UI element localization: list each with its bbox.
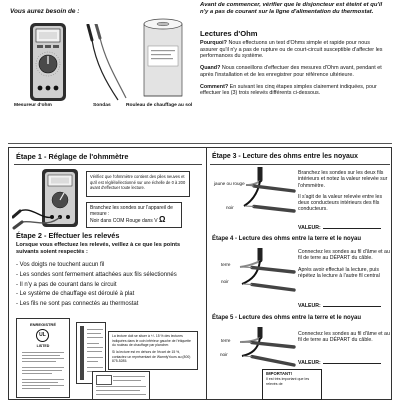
fine-print-line bbox=[87, 367, 103, 368]
tolerance-note bbox=[108, 331, 198, 370]
step4-instruction: Connectez les sondes au fil d'âme et au fil de terre au DÉPART du câble. bbox=[298, 249, 390, 262]
section-divider bbox=[8, 143, 392, 144]
fine-print-line bbox=[22, 370, 62, 371]
reading-checklist bbox=[16, 261, 177, 310]
fine-print-line bbox=[22, 388, 50, 389]
value-label: VALEUR: bbox=[298, 360, 321, 366]
heating-roll-icon bbox=[136, 16, 190, 100]
fine-print-line bbox=[22, 373, 52, 374]
tool-label-probes: Sondas bbox=[93, 103, 111, 108]
safety-warning: Avant de commencer, vérifier que le disjoncteur est éteint et qu'il n'y a pas de courant sur la ligne d'alimentation du thermostat. bbox=[200, 2, 383, 15]
ground-core-probe-icon bbox=[212, 327, 296, 367]
step2-title: Étape 2 - Effectuer les relevés bbox=[16, 231, 120, 240]
fine-print-line bbox=[87, 361, 98, 362]
when-paragraph bbox=[200, 65, 388, 78]
step3-instruction: Branchez les sondes sur les deux fils intérieurs et notez la valeur relevée sur l'ohmmètre. bbox=[298, 170, 388, 189]
column-divider bbox=[206, 147, 207, 400]
ground-core-probe-icon bbox=[212, 248, 296, 292]
step3-value-field bbox=[298, 224, 381, 231]
fine-print-line bbox=[22, 361, 56, 362]
core-wires-probe-icon bbox=[212, 167, 296, 213]
step5-instructions bbox=[298, 331, 390, 349]
fine-print-line bbox=[87, 329, 103, 330]
how-paragraph bbox=[200, 84, 388, 97]
value-label: VALEUR: bbox=[298, 303, 321, 309]
label-band bbox=[80, 326, 84, 380]
probe-connection-text: Branchez les sondes sur l'appareil de mesure : bbox=[90, 205, 173, 218]
fine-print-line bbox=[96, 390, 140, 391]
tolerance-range-text: La lecture doit se situer à +/- 15 % des lectures indiquées dans le coin inférieur gauche de l'étiquette du rouleau de chauffage par plancher. bbox=[112, 334, 191, 348]
tool-label-heating-roll: Rouleau de chauffage au sol bbox=[126, 103, 193, 108]
why-lead: Pourquoi? bbox=[200, 40, 227, 46]
ohm-symbol: Ω bbox=[158, 215, 166, 225]
step3-title: Étape 3 - Lecture des ohms entre les noyaux bbox=[212, 153, 358, 160]
step3-detail: Il s'agit de la valeur relevée entre les deux conducteurs intérieurs des fils conducteurs. bbox=[298, 193, 383, 213]
tools-needed-title: Vous aurez besoin de : bbox=[10, 8, 80, 15]
important-notice bbox=[262, 369, 322, 400]
tool-label-ohmmeter: Mesureur d'ohm bbox=[14, 103, 52, 108]
value-blank-line bbox=[323, 359, 381, 364]
when-text: Nous conseillons d'effectuer des mesures d'Ohm avant, pendant et après l'installation et de les enregistrer pour référence ultérieure. bbox=[200, 65, 382, 78]
ohm-readings-title: Lectures d'Ohm bbox=[200, 29, 258, 38]
fine-print-line bbox=[87, 337, 103, 338]
step3-underline bbox=[210, 164, 390, 165]
ul-logo: UL bbox=[36, 329, 49, 342]
registered-text: ENREGISTRÉ bbox=[29, 322, 56, 327]
label-box bbox=[96, 375, 112, 385]
why-text: Nous effectuons un test d'Ohms simple et rapide pour nous assurer qu'il n'y a pas de rupture ou de court-circuit susceptible d'affecter les performances du système. bbox=[200, 40, 383, 59]
fine-print-line bbox=[113, 376, 145, 377]
value-blank-line bbox=[323, 302, 381, 307]
list-item: - Les sondes sont fermement attachées aux fils sélectionnés bbox=[16, 271, 177, 278]
step4-title: Étape 4 - Lecture des ohms entre la terre et le noyau bbox=[212, 236, 362, 242]
list-item: - Les fils ne sont pas connectés au thermostat bbox=[16, 301, 139, 308]
fine-print-line bbox=[113, 380, 141, 381]
fine-print-line bbox=[22, 379, 64, 380]
step4-detail: Après avoir effectué la lecture, puis répétez la lecture à l'autre fil central bbox=[298, 266, 380, 279]
fine-print-line bbox=[96, 394, 146, 395]
probes-icon bbox=[84, 24, 130, 102]
wire-label-black: noir bbox=[220, 352, 228, 357]
listed-text: LISTED bbox=[36, 344, 50, 348]
list-item: - Il n'y a pas de courant dans le circuit bbox=[16, 281, 117, 288]
wire-label-ground: terre bbox=[221, 262, 231, 267]
value-blank-line bbox=[323, 224, 381, 229]
fine-print-line bbox=[22, 355, 60, 356]
wire-label-black: noir bbox=[221, 279, 229, 284]
important-title: IMPORTANT! bbox=[266, 371, 292, 376]
probe-connection-note bbox=[86, 202, 182, 228]
ohm-readings-explanation bbox=[200, 40, 388, 102]
ohmmeter-icon bbox=[20, 22, 76, 102]
fine-print-line bbox=[87, 333, 101, 334]
ohmmeter-setup-icon bbox=[12, 168, 84, 230]
step1-title: Étape 1 - Réglage de l'ohmmètre bbox=[16, 152, 129, 161]
when-lead: Quand? bbox=[200, 65, 221, 71]
wire-label-black: noir bbox=[226, 205, 234, 210]
fine-print-line bbox=[22, 352, 64, 353]
fine-print-line bbox=[22, 367, 64, 368]
step1-underline bbox=[14, 164, 202, 165]
step4-value-field bbox=[298, 302, 381, 309]
fine-print-line bbox=[87, 357, 103, 358]
step5-title: Étape 5 - Lecture des ohms entre la terre et le noyau bbox=[212, 315, 362, 321]
value-label: VALEUR: bbox=[298, 225, 321, 231]
how-lead: Comment? bbox=[200, 83, 229, 90]
fine-print-line bbox=[22, 382, 58, 383]
step5-value-field bbox=[298, 359, 381, 366]
tolerance-contact-text: Si la lecture est en dehors de l'écart de 15 %, contactez un représentant de WarmlyYours au (800) 875-5285. bbox=[112, 350, 191, 364]
how-text: En suivant les cinq étapes simples clairement indiquées, pour effectuer les (3) trois relevés différents ci-dessous. bbox=[200, 83, 377, 96]
fine-print-line bbox=[87, 343, 99, 344]
step2-intro: Lorsque vous effectuez les relevés, veillez à ce que les points suivants soient respectés : bbox=[16, 242, 181, 255]
wire-label-yellow-red: jaune ou rouge bbox=[214, 181, 245, 186]
step3-instructions bbox=[298, 170, 390, 218]
wire-label-ground: terre bbox=[221, 338, 231, 343]
battery-scale-note: Vérifiez que l'ohmmètre contient des piles neuves et qu'il est réglé/sélectionné sur une échelle de 0 à 200 avant d'effectuer toute lecture. bbox=[86, 171, 190, 197]
fine-print-line bbox=[22, 358, 64, 359]
fine-print-line bbox=[22, 385, 64, 386]
step5-instruction: Connectez les sondes au fil d'âme et au fil de terre au DÉPART du câble. bbox=[298, 331, 390, 344]
fine-print-line bbox=[96, 386, 146, 387]
list-item: - Vos doigts ne touchent aucun fil bbox=[16, 262, 105, 268]
probe-jack-label: Noir dans COM Rouge dans V bbox=[90, 218, 158, 225]
why-paragraph bbox=[200, 40, 388, 60]
resistance-value-label bbox=[92, 371, 150, 400]
fine-print-line bbox=[87, 347, 103, 348]
important-text: Il est très important que les relevés de bbox=[266, 376, 310, 386]
probe-jack-text bbox=[90, 217, 178, 224]
list-item: - Le système de chauffage est déroulé à plat bbox=[16, 291, 135, 298]
step4-instructions bbox=[298, 249, 390, 284]
ul-listed-label bbox=[16, 318, 70, 398]
fine-print-line bbox=[87, 351, 102, 352]
